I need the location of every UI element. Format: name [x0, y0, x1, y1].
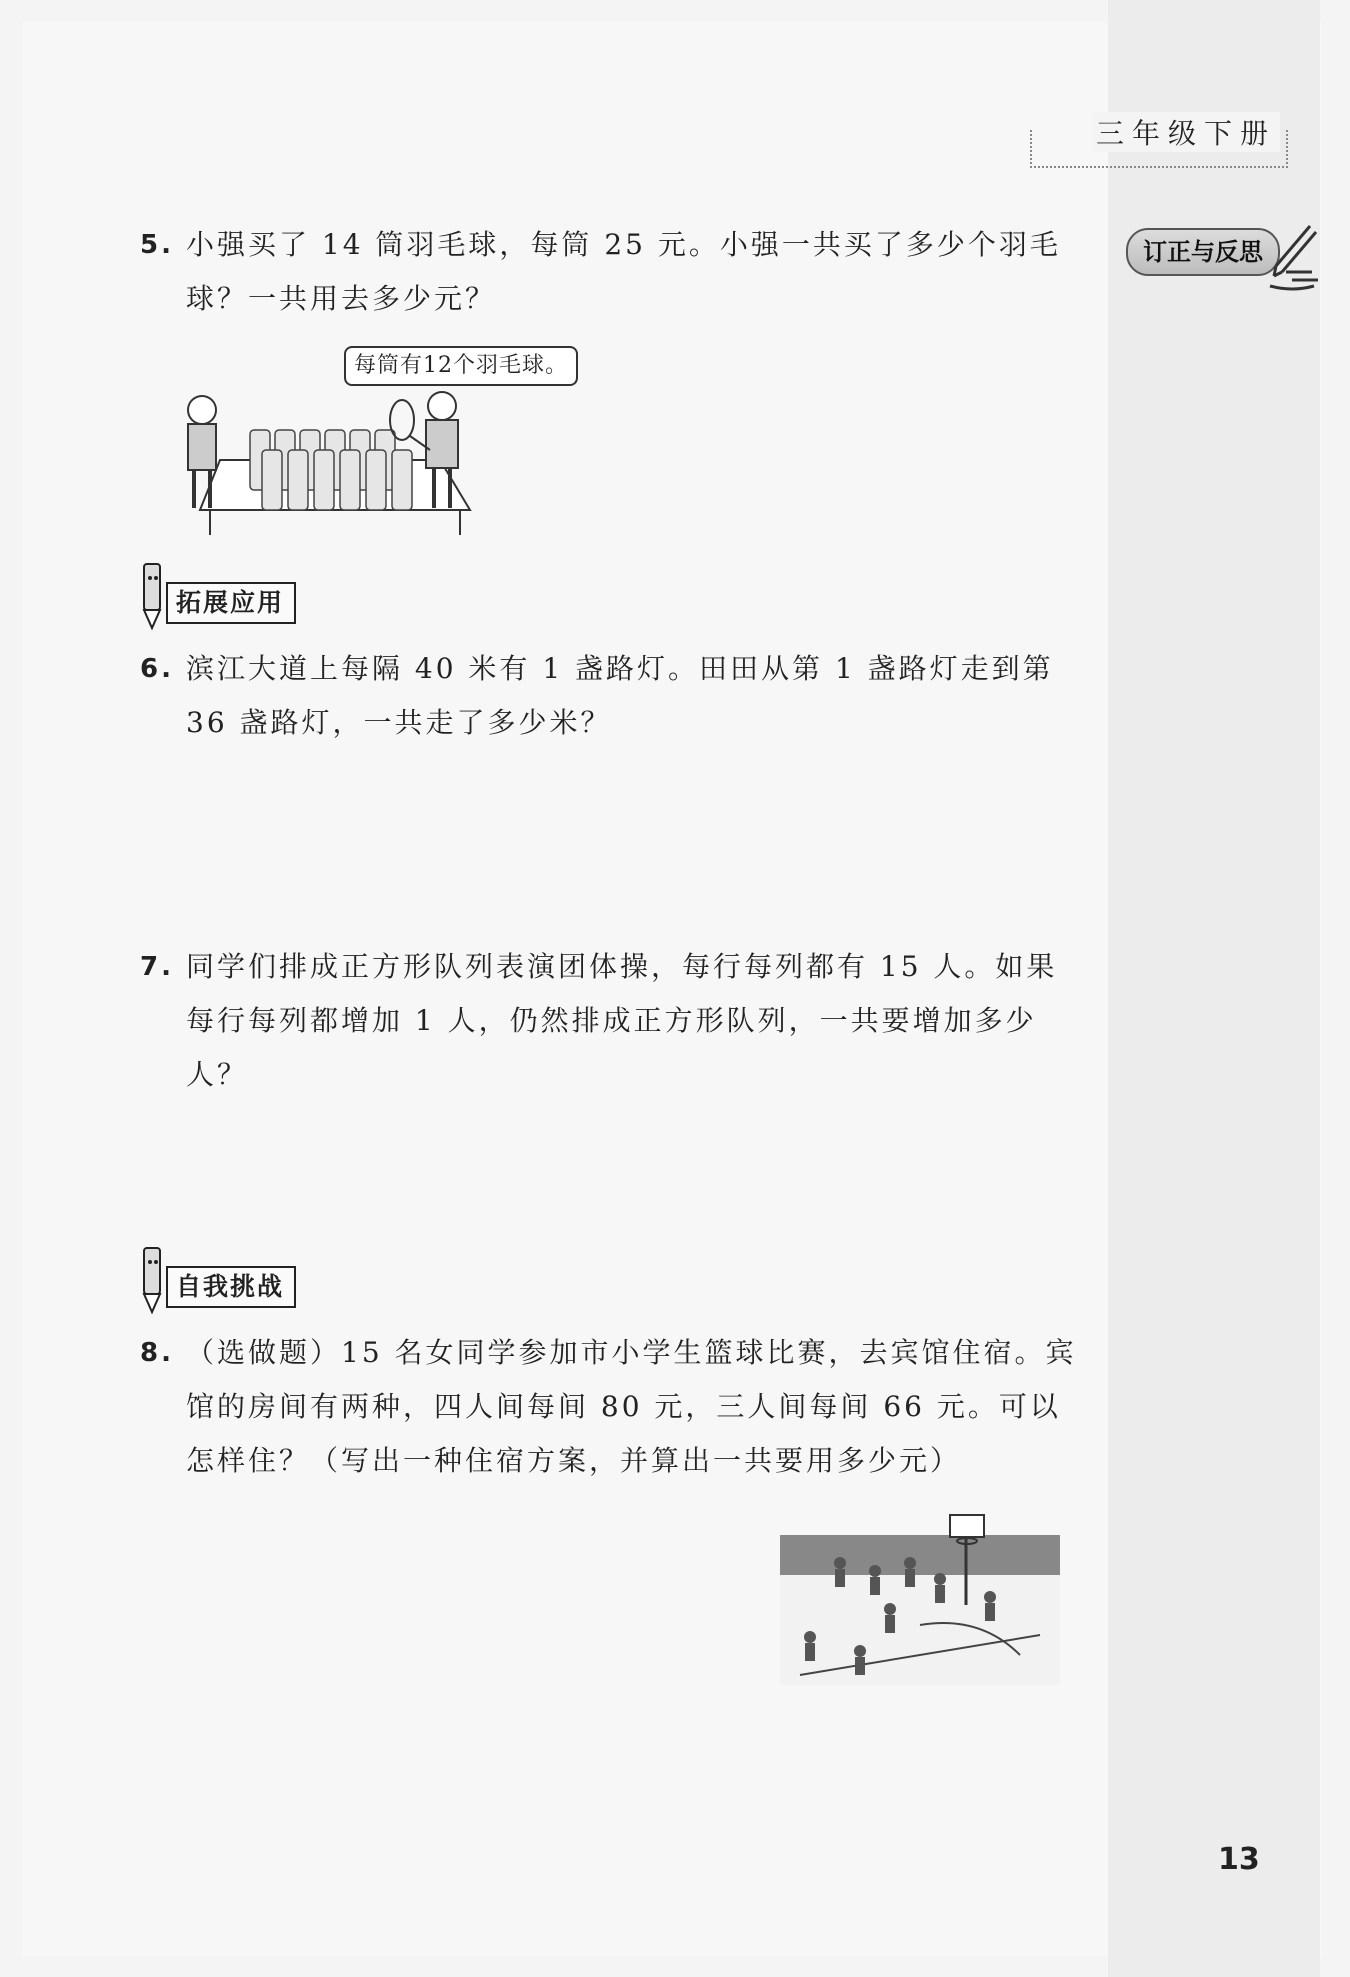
page-number: 13 — [1218, 1842, 1260, 1877]
pencil-icon — [140, 1244, 166, 1316]
question-5 — [140, 218, 1080, 326]
basketball-illustration — [780, 1505, 1060, 1685]
question-text: 小强买了 14 筒羽毛球，每筒 25 元。小强一共买了多少个羽毛球？一共用去多少元？ — [186, 228, 1061, 315]
question-8 — [140, 1326, 1080, 1488]
question-number: 8. — [140, 1338, 174, 1368]
speech-bubble: 每筒有12个羽毛球。 — [344, 346, 578, 386]
question-number: 7. — [140, 952, 174, 982]
pencil-icon — [140, 560, 166, 632]
question-6 — [140, 642, 1080, 750]
grade-label: 三年级下册 — [1092, 112, 1280, 152]
section-title: 自我挑战 — [166, 1266, 296, 1308]
section-title: 拓展应用 — [166, 582, 296, 624]
review-column — [1108, 0, 1320, 1977]
question-text: 滨江大道上每隔 40 米有 1 盏路灯。田田从第 1 盏路灯走到第 36 盏路灯，一共走了多少米？ — [186, 652, 1054, 739]
pen-icon — [1262, 222, 1322, 292]
badminton-illustration — [180, 380, 480, 540]
review-tag: 订正与反思 — [1126, 228, 1280, 276]
question-number: 5. — [140, 230, 174, 260]
question-text: 同学们排成正方形队列表演团体操，每行每列都有 15 人。如果每行每列都增加 1 人，仍然排成正方形队列，一共要增加多少人？ — [186, 950, 1058, 1091]
question-text: （选做题）15 名女同学参加市小学生篮球比赛，去宾馆住宿。宾馆的房间有两种，四人间每间 80 元，三人间每间 66 元。可以怎样住？（写出一种住宿方案，并算出一共要用多少元） — [186, 1336, 1077, 1477]
question-number: 6. — [140, 654, 174, 684]
question-7 — [140, 940, 1080, 1102]
